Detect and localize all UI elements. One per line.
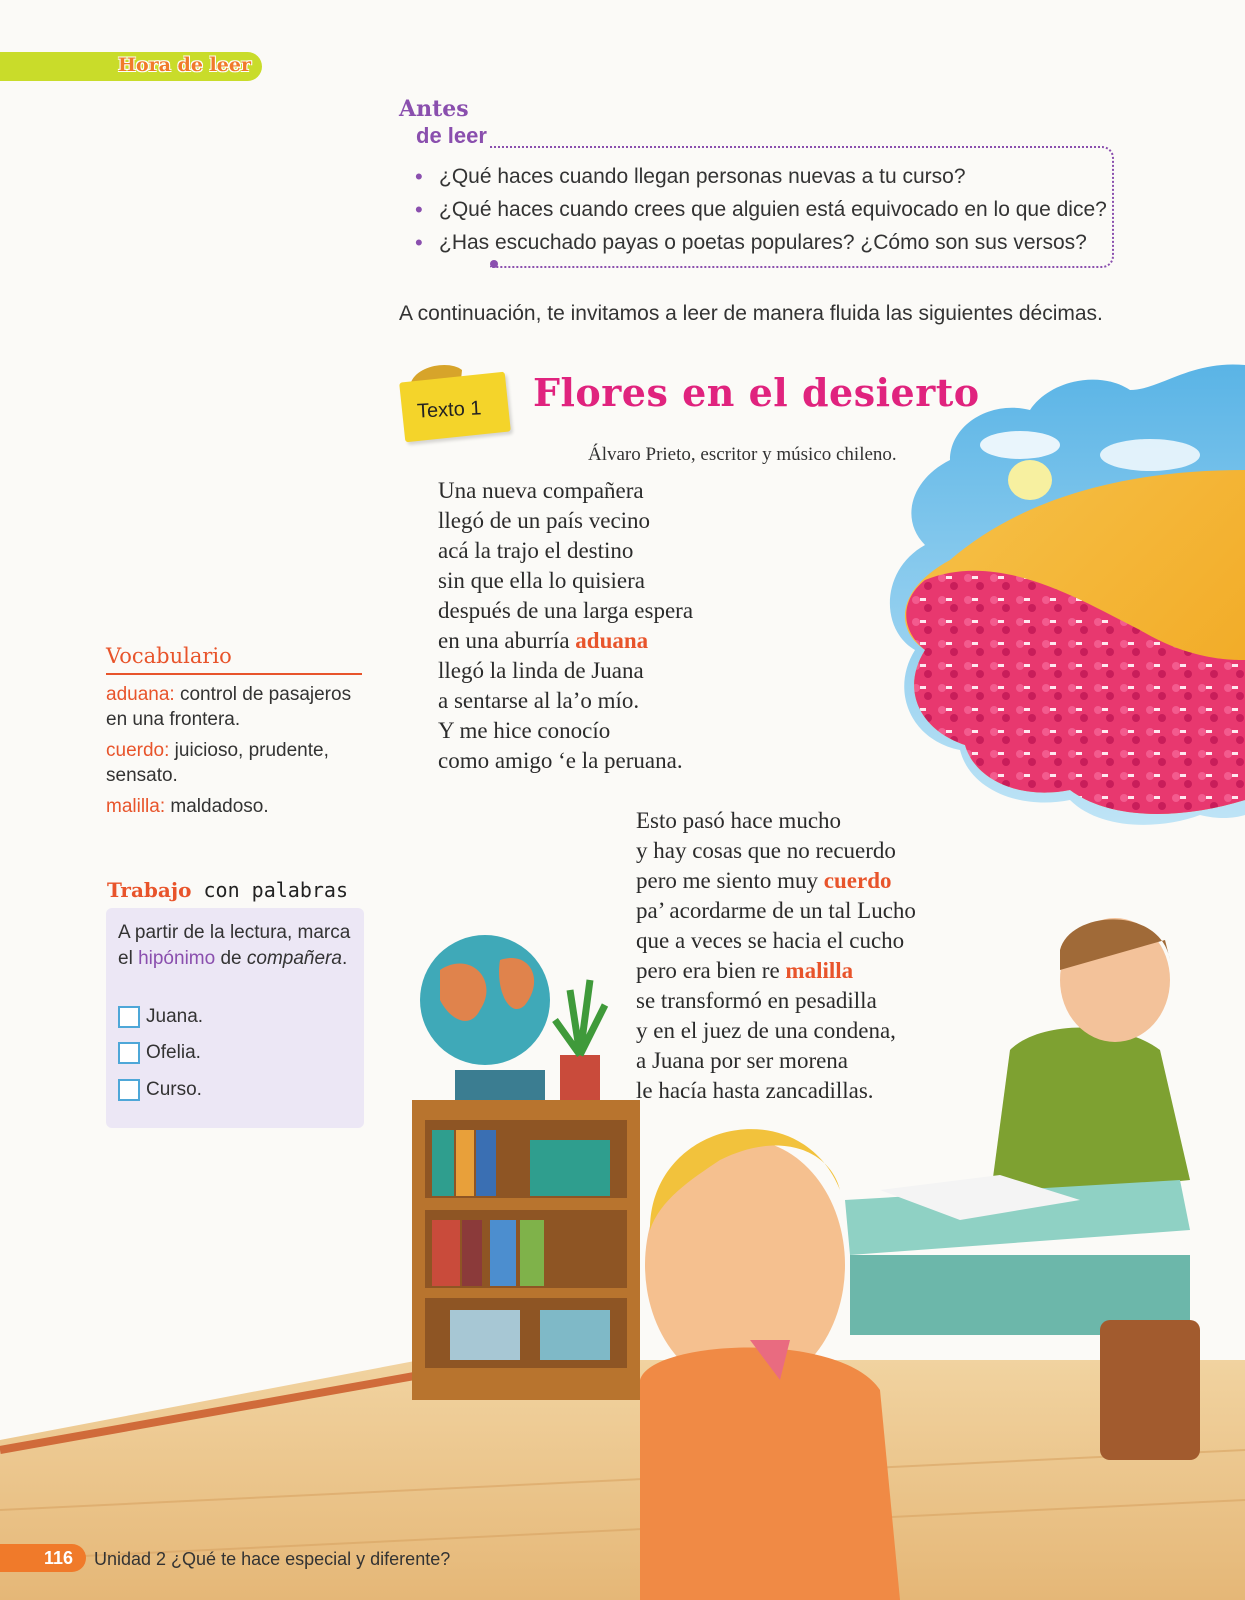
poem-line: Una nueva compañera [438, 478, 644, 503]
poem-title: Flores en el desierto [533, 370, 980, 415]
page-number-tab [0, 1544, 86, 1572]
poem-author: Álvaro Prieto, escritor y músico chileno. [588, 444, 897, 465]
frame-dot [490, 260, 498, 268]
poem-line: a sentarse al la’o mío. [438, 688, 640, 713]
before-reading-title: Antes [399, 96, 469, 122]
word-work-instruction: A partir de la lectura, marca el hipónimo de compañera. [118, 922, 351, 969]
vocabulary-entry: aduana: control de pasajeros en una frontera. [106, 684, 352, 730]
poem-stanza-1 [438, 476, 693, 776]
checkbox[interactable] [118, 1042, 140, 1064]
poem-line: se transformó en pesadilla [636, 988, 877, 1013]
poem-line: y hay cosas que no recuerdo [636, 838, 896, 863]
poem-line: después de una larga espera [438, 598, 694, 623]
unit-title: Unidad 2 ¿Qué te hace especial y diferente? [94, 1549, 451, 1569]
poem-line: Y me hice conocío [438, 718, 611, 743]
bullet-icon: • [415, 164, 423, 189]
text-badge-label: Texto 1 [416, 397, 482, 423]
checkbox[interactable] [118, 1079, 140, 1101]
vocab-highlight: cuerdo [823, 868, 892, 893]
vocab-highlight: aduana [575, 628, 649, 653]
vocab-highlight: malilla [785, 958, 854, 983]
before-reading-subtitle: de leer [416, 123, 487, 148]
poem-line: en una aburría aduana [438, 628, 649, 653]
vocabulary-entry: cuerdo: juicioso, prudente, sensato. [106, 740, 329, 786]
vocabulary-title: Vocabulario [106, 644, 232, 668]
poem-line: acá la trajo el destino [438, 538, 634, 563]
poem-line: llegó de un país vecino [438, 508, 651, 533]
poem-line: que a veces se hacia el cucho [636, 928, 905, 953]
question-item: • ¿Qué haces cuando llegan personas nuevas a tu curso? [415, 160, 1107, 193]
poem-line: pa’ acordarme de un tal Lucho [636, 898, 916, 923]
poem-stanza-2 [636, 806, 916, 1106]
question-item: • ¿Has escuchado payas o poetas populares? ¿Cómo son sus versos? [415, 226, 1107, 259]
vocabulary-divider [106, 673, 362, 675]
vocabulary-entry: malilla: maldadoso. [106, 796, 269, 817]
section-label: Hora de leer [118, 54, 251, 76]
option-ofelia[interactable]: Ofelia. [118, 1042, 201, 1064]
word-work-title: Trabajo con palabras [107, 878, 348, 902]
poem-line: pero era bien re malilla [636, 958, 854, 983]
before-reading-questions [415, 160, 1107, 259]
poem-line: llegó la linda de Juana [438, 658, 644, 683]
page-number: 116 [44, 1548, 74, 1568]
option-juana[interactable]: Juana. [118, 1006, 203, 1028]
poem-line: pero me siento muy cuerdo [636, 868, 892, 893]
poem-line: Esto pasó hace mucho [636, 808, 842, 833]
poem-line: a Juana por ser morena [636, 1048, 849, 1073]
poem-line: sin que ella lo quisiera [438, 568, 645, 593]
option-curso[interactable]: Curso. [118, 1079, 202, 1101]
bullet-icon: • [415, 197, 423, 222]
intro-text: A continuación, te invitamos a leer de manera fluida las siguientes décimas. [399, 302, 1103, 325]
poem-line: le hacía hasta zancadillas. [636, 1078, 874, 1103]
checkbox[interactable] [118, 1006, 140, 1028]
poem-line: como amigo ‘e la peruana. [438, 748, 683, 773]
bullet-icon: • [415, 230, 423, 255]
question-item: • ¿Qué haces cuando crees que alguien está equivocado en lo que dice? [415, 193, 1107, 226]
poem-line: y en el juez de una condena, [636, 1018, 896, 1043]
